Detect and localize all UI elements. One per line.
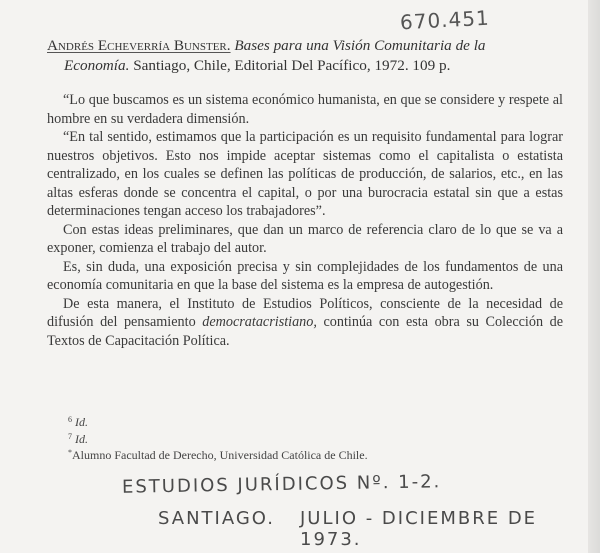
footnote-text: Id.	[75, 415, 88, 429]
paragraph	[47, 295, 563, 351]
footnote-mark: 6	[68, 415, 72, 424]
book-title-part2: Economía.	[64, 57, 130, 74]
footnote-mark: 7	[68, 431, 72, 441]
paragraph: Con estas ideas preliminares, que dan un marco de referencia claro de lo que se va a exponer, comienza el trabajo del autor.	[47, 221, 563, 256]
paragraph: “Lo que buscamos es un sistema económico humanista, en que se considere y respete al hombre en su verdadera dimensión.	[47, 92, 563, 127]
footnote	[68, 413, 488, 430]
catalog-number: 670.451	[399, 5, 491, 35]
paragraph-italic-text: democratacristiano,	[202, 314, 317, 330]
footnotes	[68, 413, 488, 463]
paragraph: “En tal sentido, estimamos que la participación es un requisito fundamental para lograr nuestros objetivos. Esto nos impide aceptar sistemas como el capitalista o estatista centralizado, en los cuales se definen las políticas de producción, de salarios, etc., en las altas esferas donde se concentra el capital, o por una burocracia estatal sin que a estas determinaciones tengan acceso los trabajadores”.	[47, 129, 563, 219]
footnote-text: Id.	[75, 431, 88, 446]
author-name: Andrés Echeverría Bunster.	[47, 37, 231, 54]
book-citation	[47, 36, 567, 76]
paragraph-text: continúa con esta obra su Colección de Textos de Capacitación Política.	[47, 314, 563, 349]
handwritten-date: JULIO - DICIEMBRE DE 1973.	[300, 508, 538, 550]
review-body	[47, 91, 563, 350]
publication-info: Santiago, Chile, Editorial Del Pacífico, 1972. 109 p.	[133, 57, 451, 74]
paragraph: Es, sin duda, una exposición precisa y sin complejidades de los fundamentos de una economía comunitaria en que la base del sistema es la empresa de autogestión.	[47, 258, 563, 293]
handwritten-source: ESTUDIOS JURÍDICOS Nº. 1-2.	[121, 471, 442, 498]
citation-line2	[47, 56, 567, 76]
footnote-text: Alumno Facultad de Derecho, Universidad Católica de Chile.	[72, 448, 368, 462]
paragraph-text: De esta manera, el Instituto de Estudios Políticos, consciente de la necesidad de difusión del pensamiento	[47, 295, 563, 330]
footnote-mark: *	[68, 448, 72, 457]
footnote	[68, 430, 488, 447]
footnote	[68, 446, 488, 463]
book-title-part1: Bases para una Visión Comunitaria de la	[234, 37, 486, 54]
handwritten-city: SANTIAGO.	[158, 508, 275, 529]
page-edge	[588, 0, 600, 553]
